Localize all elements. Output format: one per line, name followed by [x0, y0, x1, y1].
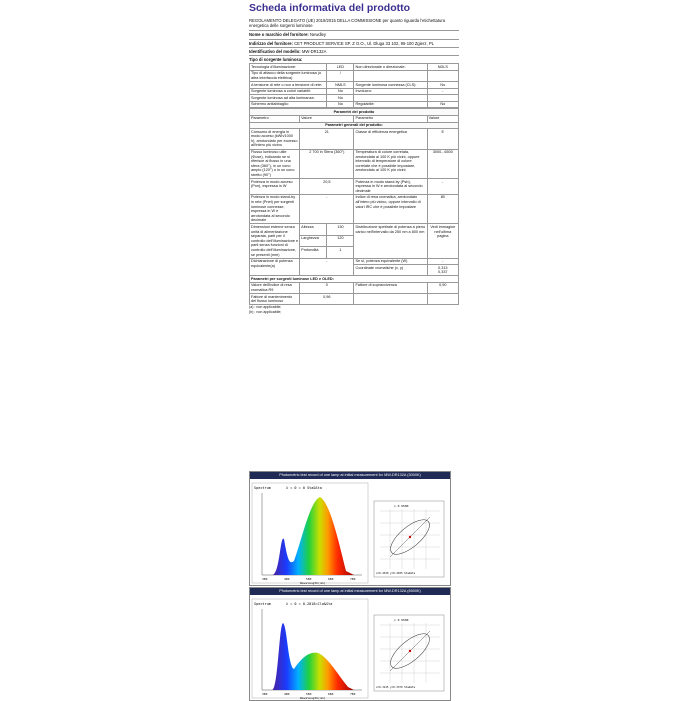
r9-label: Valore dell'indice di resa cromatica R9 [250, 282, 300, 293]
table-row [250, 149, 459, 179]
width-value: 120 [327, 235, 354, 246]
x-axis-label: Wavelength(nm) [300, 581, 326, 585]
mains-label: A tensione di rete o non a tensione di rete: [250, 82, 327, 89]
cct-value: 3000...6500 [427, 149, 458, 179]
dim-label: Regolabile: [354, 101, 427, 108]
model-value: MW-DR132A [301, 48, 327, 54]
panel-graphics [250, 595, 450, 700]
table-row [250, 194, 459, 224]
source-type-heading: Tipo di sorgente luminosa: [249, 55, 459, 63]
product-parameters-table [249, 108, 459, 305]
model-row [249, 47, 459, 55]
table-row [250, 109, 459, 116]
col-value: Valore [300, 115, 354, 122]
col-param: Parametro [250, 115, 300, 122]
dims-label: Dimensioni esterne senza unità di alimentazione separata, parti per il controllo dell'illuminazione e parti senza funzioni di controllo dell'illuminazione, se presenti (mm) [251, 224, 299, 257]
supplier-row [249, 30, 459, 38]
width-label: Larghezza [300, 235, 327, 246]
tick-label: 680 [328, 577, 334, 581]
tick-label: 580 [306, 692, 312, 696]
model-label: Identificativo del modello: [249, 48, 301, 54]
tick-label: 780 [350, 577, 356, 581]
flux-value: 2 700 in Sfera (360°) [300, 149, 354, 179]
dim-value: No [427, 101, 458, 108]
glare-value: No [327, 101, 354, 108]
chromaticity-point [409, 536, 411, 538]
energy-label: Consumo di energia in modo acceso (kWh/1000 h), arrotondato per eccesso all'intero più vicino [250, 129, 300, 149]
table-row [250, 70, 459, 81]
address-value: CET PRODUCT SERVICE SP. Z O.O., Ul. Dluga 33 102, 95-100 Zgierz, PL [294, 40, 434, 46]
spd-label: Distribuzione spettrale di potenza a pieno carico nell'intervallo da 250 nm a 800 nm [354, 224, 427, 258]
spd-value: Vedi immagine nell'ultima pagina [427, 224, 458, 258]
table-row [250, 82, 459, 89]
table-row [250, 179, 459, 195]
table-row [250, 129, 459, 149]
panel-caption: Photometric test record of one lamp at initial measurement for MW-DR132A (3000K) [250, 472, 450, 479]
panel-caption: Photometric test record of one lamp at initial measurement for MW-DR132A (6500K) [250, 588, 450, 595]
tick-label: 380 [262, 577, 268, 581]
height-label: Altezza [300, 224, 327, 235]
psb-label: Potenza in modo stand-by (Psb), espressa in W e arrotondata al secondo decimale [354, 179, 427, 195]
x-axis-label: Wavelength(nm) [300, 696, 326, 700]
class-value: E [427, 129, 458, 149]
page-title: Scheda informativa del prodotto [249, 2, 411, 14]
address-row [249, 39, 459, 47]
r9-value: 0 [300, 282, 354, 293]
regulation-text: REGOLAMENTO DELEGATO (UE) 2019/2015 DELLA COMMISSIONE per quanto riguarda l'etichettatura energetica delle sorgenti luminose [249, 18, 446, 29]
chroma-value [427, 265, 458, 276]
table-row [250, 224, 459, 235]
photometric-panel-6500k [249, 587, 451, 701]
photometric-panel-3000k [249, 471, 451, 586]
cri-label: Indice di resa cromatica, arrotondato all'intero più vicino, oppure intervallo di valori IRC che è possibile impostare [354, 194, 427, 224]
supplier-label: Nome o marchio del fornitore: [249, 32, 309, 38]
pnet-label: Potenza in modo stand-by in rete (Pnet) per sorgenti luminose connesse, espressa in W e arrotondata al secondo decimale [250, 194, 300, 224]
connected-value: No [427, 82, 458, 89]
cct-label: Temperatura di colore correlata, arrotondata ai 100 K più vicini, oppure intervallo di temperature di colore correlate che è possibile impostare, arrotondato ai 100 K più vicini [354, 149, 427, 179]
chroma-label: Coordinate cromatiche (x, y) [354, 265, 427, 276]
cie-head: x 0 6500 [394, 504, 409, 508]
spectrum-title: Spectrum [254, 602, 271, 606]
col-value-2: Valore [427, 115, 458, 122]
surv-label: Fattore di sopravvivenza [354, 282, 427, 293]
flux-label: Flusso luminoso utile (Φuse), indicando se si riferisce al flusso in una sfera (360°), in un cono ampio (120°) o in un cono stretto (90°) [250, 149, 300, 179]
spectrum-head: λ = 0 = 0.2018=Cla&Sta [286, 602, 333, 606]
footnote-b: (b) : non applicabile; [249, 309, 282, 314]
connected-label: Sorgente luminosa connessa (CLS): [354, 82, 427, 89]
supplier-value: Newdley [309, 32, 327, 38]
equiv-w-value: - [427, 258, 458, 265]
led-heading: Parametri per sorgenti luminose LED e OLED: [250, 276, 459, 283]
product-information-sheet [249, 0, 459, 314]
table-row [250, 276, 459, 283]
table-row [250, 64, 459, 71]
table-row [250, 95, 459, 102]
class-label: Classe di efficienza energetica [354, 129, 427, 149]
tick-label: 380 [262, 692, 268, 696]
maint-value: 0,96 [300, 294, 354, 305]
cie-foot: x=0.4320 y=0.4035 Sta&Sta [376, 572, 416, 575]
cie-head: x 0 6500 [394, 618, 409, 622]
address-label: Indirizzo del fornitore: [249, 40, 293, 46]
hl-value: No [327, 95, 354, 102]
table-row [250, 294, 459, 305]
cie-diagram-frame [374, 501, 444, 577]
table-row [250, 122, 459, 129]
table-row [250, 88, 459, 95]
depth-label: Profondità [300, 247, 327, 258]
table-row [250, 101, 459, 108]
psb-value: - [427, 179, 458, 195]
tick-label: 480 [284, 692, 290, 696]
chroma-y: 0,337 [438, 270, 448, 275]
tick-label: 580 [306, 577, 312, 581]
nondir-label: Non direzionale o direzionale: [354, 64, 427, 71]
cri-value: 80 [427, 194, 458, 224]
mains-value: NMLS [327, 82, 354, 89]
cap-value: / [327, 70, 354, 81]
spectrum-title: Spectrum [254, 486, 271, 490]
table-row [250, 258, 459, 265]
general-heading: Parametri generali del prodotto: [250, 122, 459, 129]
table-header-row [250, 115, 459, 122]
tech-value: LED [327, 64, 354, 71]
panel-graphics [250, 479, 450, 585]
depth-value: 1 [327, 247, 354, 258]
envelope-value: - [427, 88, 458, 95]
chromaticity-point [409, 650, 411, 652]
tech-label: Tecnologia d'illuminazione: [250, 64, 327, 71]
params-heading: Parametri del prodotto [250, 109, 459, 116]
surv-value: 0,90 [427, 282, 458, 293]
hl-label: Sorgente luminosa ad alta luminanza: [250, 95, 327, 102]
footnote-a: (a) : non applicabile; [249, 305, 282, 310]
cie-foot: x=0.3125 y=0.3370 Sta&Sta [376, 686, 416, 689]
height-value: 130 [327, 224, 354, 235]
colour-label: Sorgente luminosa a colori variabili: [250, 88, 327, 95]
equiv-w-label: Se sì, potenza equivalente (W) [354, 258, 427, 265]
envelope-label: Involucro: [354, 88, 427, 95]
table-row [250, 282, 459, 293]
pnet-value: - [300, 194, 354, 224]
spectrum-head: λ = 0 = 0 Sta&Sta [286, 486, 322, 490]
pon-value: 20,5 [300, 179, 354, 195]
tick-label: 680 [328, 692, 334, 696]
cap-label: Tipo di attacco della sorgente luminosa (o altra interfaccia elettrica) [250, 70, 327, 81]
maint-label: Fattore di mantenimento del flusso luminoso [250, 294, 300, 305]
pon-label: Potenza in modo acceso (Pon), espressa in W [250, 179, 300, 195]
energy-value: 21 [300, 129, 354, 149]
cie-diagram-frame [374, 615, 444, 691]
chroma-x: 0,313 [438, 265, 448, 270]
tick-label: 780 [350, 692, 356, 696]
equiv-label: Dichiarazione di potenza equivalente(a) [250, 258, 300, 276]
col-param-2: Parametro [354, 115, 427, 122]
nondir-value: NDLS [427, 64, 458, 71]
tick-label: 480 [284, 577, 290, 581]
glare-label: Schermo antiabbaglio: [250, 101, 327, 108]
equiv-value: - [300, 258, 354, 276]
colour-value: No [327, 88, 354, 95]
source-type-table [249, 63, 459, 108]
